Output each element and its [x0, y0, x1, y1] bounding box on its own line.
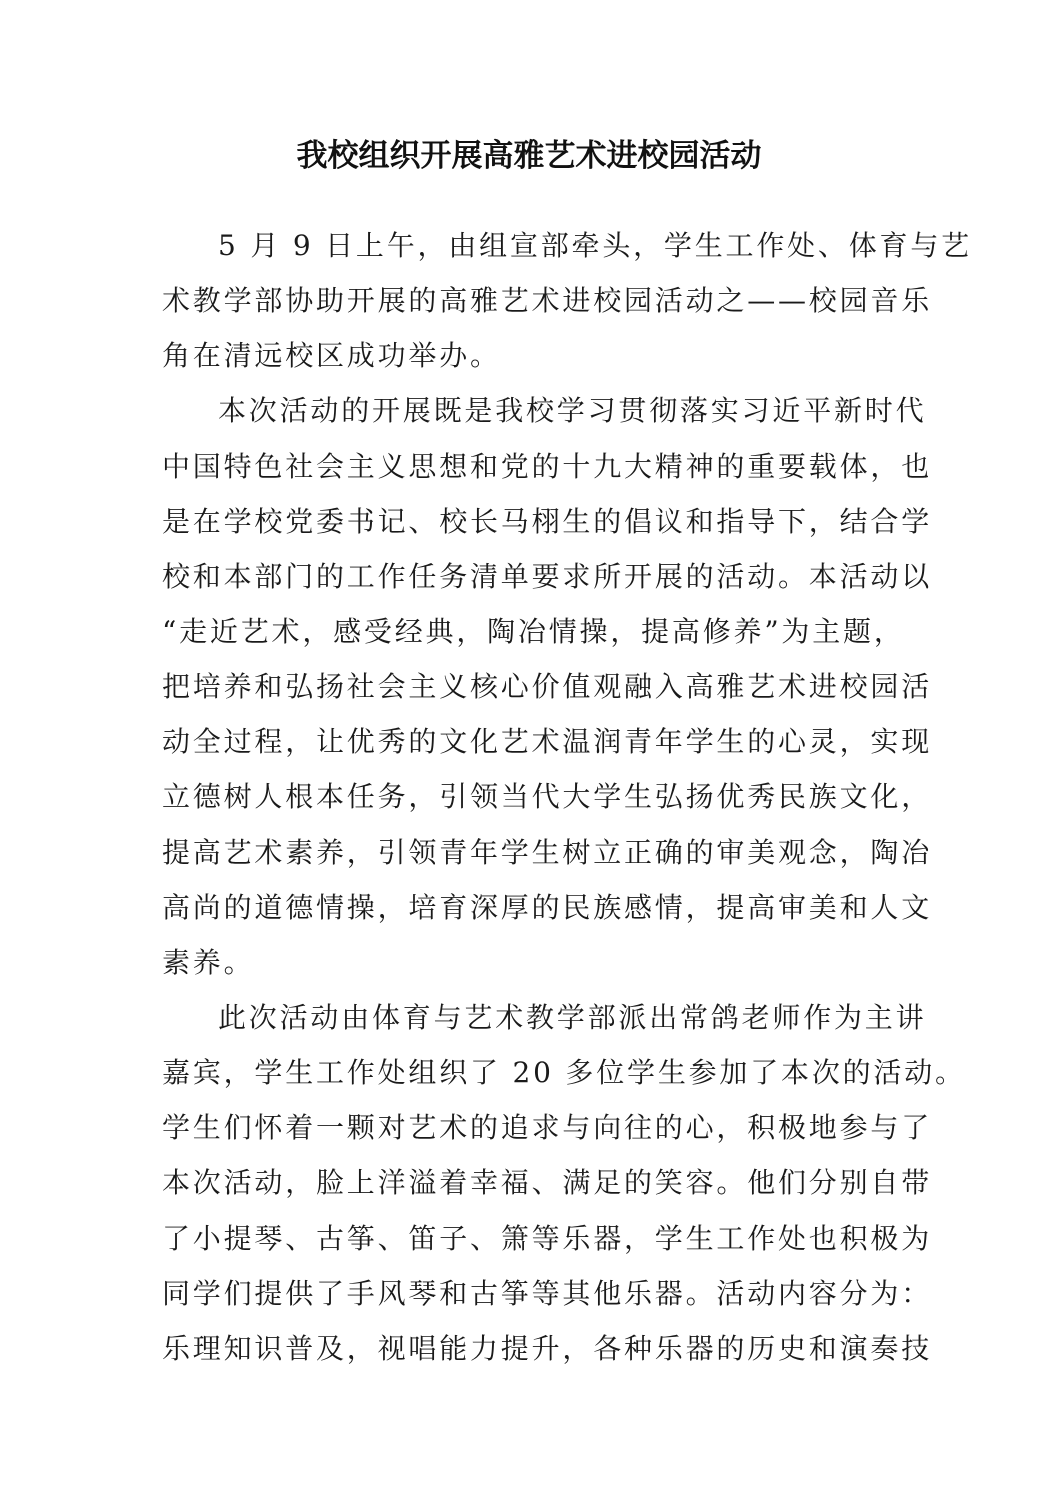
text-line: 角在清远校区成功举办。 — [162, 339, 501, 373]
text-line: 校和本部门的工作任务清单要求所开展的活动。本活动以 — [162, 559, 933, 593]
text-line: 立德树人根本任务，引领当代大学生弘扬优秀民族文化， — [162, 780, 933, 814]
text-line: “走近艺术，感受经典，陶冶情操，提高修养”为主题， — [162, 614, 905, 648]
text-line: 提高艺术素养，引领青年学生树立正确的审美观念，陶冶 — [162, 835, 933, 869]
paragraph-3 — [162, 990, 966, 1376]
text-line: 乐理知识普及，视唱能力提升，各种乐器的历史和演奏技 — [162, 1331, 933, 1365]
text-line: 同学们提供了手风琴和古筝等其他乐器。活动内容分为： — [162, 1276, 933, 1310]
text-line: 术教学部协助开展的高雅艺术进校园活动之——校园音乐 — [162, 284, 933, 318]
text-line: 把培养和弘扬社会主义核心价值观融入高雅艺术进校园活 — [162, 670, 933, 704]
text-line: 高尚的道德情操，培育深厚的民族感情，提高审美和人文 — [162, 890, 933, 924]
text-line: 此次活动由体育与艺术教学部派出常鸽老师作为主讲 — [218, 1000, 927, 1034]
text-line: 嘉宾，学生工作处组织了 20 多位学生参加了本次的活动。 — [162, 1056, 966, 1090]
text-line: 是在学校党委书记、校长马栩生的倡议和指导下，结合学 — [162, 504, 933, 538]
text-line: 5 月 9 日上午，由组宣部牵头，学生工作处、体育与艺 — [218, 229, 972, 262]
paragraph-2 — [162, 383, 933, 990]
text-line: 中国特色社会主义思想和党的十九大精神的重要载体，也 — [162, 449, 933, 483]
paragraph-1 — [162, 218, 972, 383]
text-line: 动全过程，让优秀的文化艺术温润青年学生的心灵，实现 — [162, 725, 933, 759]
document-body — [162, 218, 972, 1376]
text-line: 学生们怀着一颗对艺术的追求与向往的心，积极地参与了 — [162, 1111, 933, 1145]
text-line: 本次活动，脸上洋溢着幸福、满足的笑容。他们分别自带 — [162, 1166, 933, 1200]
document-title: 我校组织开展高雅艺术进校园活动 — [296, 138, 762, 174]
text-line: 素养。 — [162, 945, 255, 979]
text-line: 本次活动的开展既是我校学习贯彻落实习近平新时代 — [218, 394, 927, 428]
text-line: 了小提琴、古筝、笛子、箫等乐器，学生工作处也积极为 — [162, 1221, 933, 1255]
